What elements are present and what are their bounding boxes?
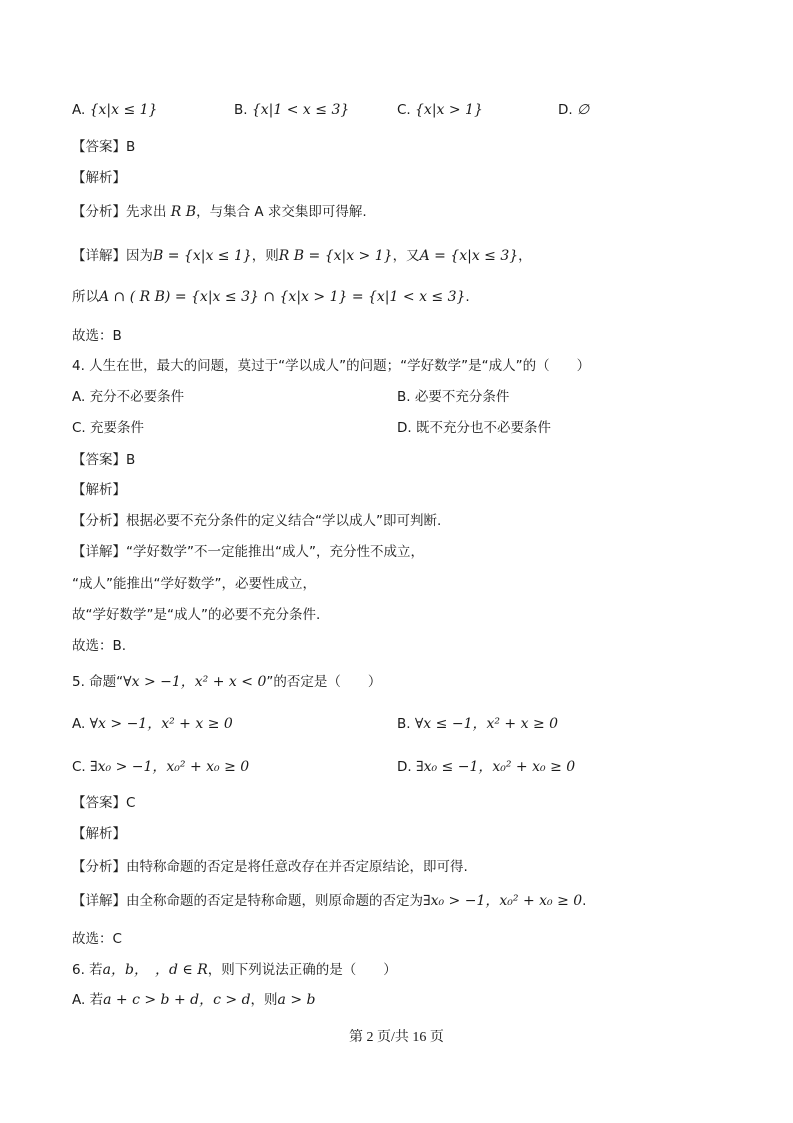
q5-xiangjie <box>72 891 586 911</box>
q6-option-a <box>72 990 315 1010</box>
xiangjie-text: ， <box>518 248 532 264</box>
option-text: A. 若 <box>72 992 104 1008</box>
xiangjie-text: . <box>465 289 470 305</box>
stem-text: ”的否定是（ ） <box>266 674 382 690</box>
math-expr: a，b， ，d ∈ R <box>102 962 208 978</box>
stem-text: ，则下列说法正确的是（ ） <box>207 962 397 978</box>
math-expr: B = {x|x ≤ 1} <box>153 248 252 264</box>
option-expr: {x|x > 1} <box>415 102 483 118</box>
xiangjie-text: ，则 <box>251 248 279 264</box>
q4-option-c: C. 充要条件 <box>72 420 145 436</box>
q5-option-c <box>72 757 249 777</box>
math-expr: ∀x ≤ −1，x² + x ≥ 0 <box>414 716 559 732</box>
page-footer: 第 2 页/共 16 页 <box>349 1030 444 1045</box>
math-expr: a + c > b + d，c > d <box>103 992 251 1008</box>
option-label: B. <box>234 102 248 118</box>
stem-text: 6. 若 <box>72 962 103 978</box>
math-expr: ∃x₀ ≤ −1，x₀² + x₀ ≥ 0 <box>415 759 576 775</box>
option-text: ，则 <box>250 992 278 1008</box>
math-expr: A = {x|x ≤ 3} <box>419 248 519 264</box>
math-expr: A ∩ ( R B) = {x|x ≤ 3} ∩ {x|x > 1} = {x|1 < x ≤ 3} <box>99 289 466 305</box>
q3-xiangjie-1 <box>72 246 532 266</box>
q3-option-a <box>72 100 157 120</box>
q4-option-b: B. 必要不充分条件 <box>397 389 510 405</box>
q3-answer: 【答案】B <box>72 139 136 155</box>
option-expr: ∅ <box>576 102 590 118</box>
q6-stem <box>72 960 397 980</box>
q3-option-c <box>397 100 483 120</box>
q4-conclusion: 故选：B. <box>72 638 127 654</box>
option-label: D. <box>397 759 412 775</box>
q4-xiangjie-2: “成人”能推出“学好数学”，必要性成立， <box>72 576 316 592</box>
q4-stem: 4. 人生在世，最大的问题，莫过于“学以成人”的问题；“学好数学”是“成人”的（ ） <box>72 358 591 374</box>
q4-option-a: A. 充分不必要条件 <box>72 389 185 405</box>
fenxi-text: 【分析】先求出 <box>72 204 171 220</box>
fenxi-text: ，与集合 A 求交集即可得解. <box>196 204 367 220</box>
q4-option-d: D. 既不充分也不必要条件 <box>397 420 551 436</box>
math-expr: a > b <box>277 992 316 1008</box>
option-label: B. <box>397 716 411 732</box>
option-expr: {x|x ≤ 1} <box>89 102 158 118</box>
q3-xiangjie-2 <box>72 287 470 307</box>
q3-analysis-header: 【解析】 <box>72 170 126 186</box>
q4-xiangjie-1: 【详解】“学好数学”不一定能推出“成人”，充分性不成立， <box>72 544 424 560</box>
option-expr: {x|1 < x ≤ 3} <box>251 102 350 118</box>
xiangjie-text: 【详解】因为 <box>72 248 153 264</box>
q5-answer: 【答案】C <box>72 795 136 811</box>
option-label: C. <box>397 102 411 118</box>
option-label: A. <box>72 102 86 118</box>
q4-fenxi: 【分析】根据必要不充分条件的定义结合“学以成人”即可判断. <box>72 513 442 529</box>
xiangjie-text: . <box>582 893 587 909</box>
math-expr: ∃x₀ > −1，x₀² + x₀ ≥ 0 <box>423 893 583 909</box>
q5-option-b <box>397 714 558 734</box>
q4-analysis-header: 【解析】 <box>72 482 126 498</box>
q5-analysis-header: 【解析】 <box>72 826 126 842</box>
q5-option-a <box>72 714 233 734</box>
math-expr: ∀x > −1，x² + x < 0 <box>123 674 267 690</box>
q5-conclusion: 故选：C <box>72 931 122 947</box>
q3-option-d <box>558 100 589 120</box>
option-label: C. <box>72 759 86 775</box>
q5-stem <box>72 672 381 692</box>
q5-fenxi: 【分析】由特称命题的否定是将任意改存在并否定原结论，即可得. <box>72 859 468 875</box>
xiangjie-text: 【详解】由全称命题的否定是特称命题，则原命题的否定为 <box>72 893 423 909</box>
xiangjie-text: 所以 <box>72 289 99 305</box>
option-label: D. <box>558 102 573 118</box>
q5-option-d <box>397 757 575 777</box>
math-expr: R B <box>170 204 197 220</box>
q3-conclusion: 故选：B <box>72 328 122 344</box>
q3-fenxi <box>72 202 367 222</box>
q4-xiangjie-3: 故“学好数学”是“成人”的必要不充分条件. <box>72 607 321 623</box>
option-label: A. <box>72 716 86 732</box>
math-expr: R B = {x|x > 1} <box>278 248 393 264</box>
q4-answer: 【答案】B <box>72 452 136 468</box>
math-expr: ∃x₀ > −1，x₀² + x₀ ≥ 0 <box>90 759 250 775</box>
xiangjie-text: ，又 <box>392 248 420 264</box>
math-expr: ∀x > −1，x² + x ≥ 0 <box>89 716 233 732</box>
q3-option-b <box>234 100 349 120</box>
stem-text: 5. 命题“ <box>72 674 124 690</box>
